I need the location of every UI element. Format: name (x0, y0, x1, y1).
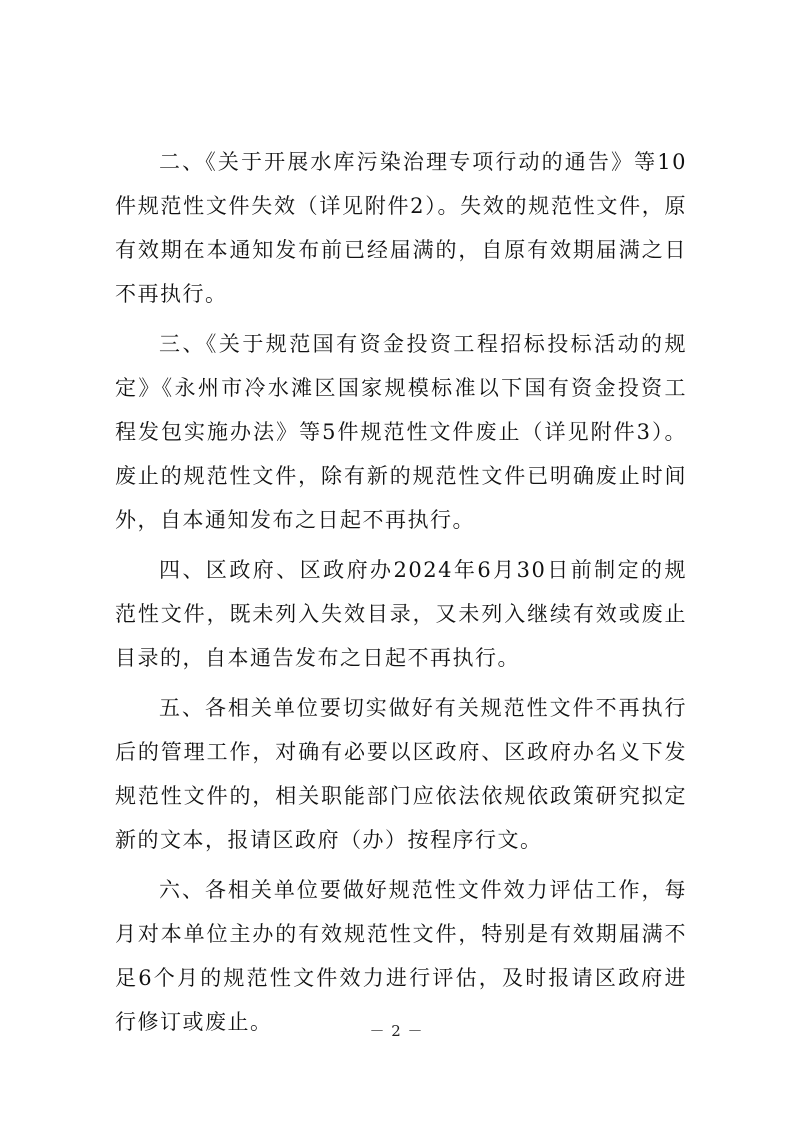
paragraph-item-four: 四、区政府、区政府办2024年6月30日前制定的规范性文件，既未列入失效目录，又未列入继续有效或废止目录的，自本通告发布之日起不再执行。 (115, 558, 687, 670)
page-number: － 2 － (369, 1022, 424, 1040)
paragraph-item-three: 三、《关于规范国有资金投资工程招标投标活动的规定》《永州市冷水滩区国家规模标准以下国有资金投资工程发包实施办法》等5件规范性文件废止（详见附件3）。废止的规范性文件，除有新的规范性文件已明确废止时间外，自本通知发布之日起不再执行。 (115, 332, 687, 532)
paragraph-item-five: 五、各相关单位要切实做好有关规范性文件不再执行后的管理工作，对确有必要以区政府、区政府办名义下发规范性文件的，相关职能部门应依法依规依政策研究拟定新的文本，报请区政府（办）按程序行文。 (115, 696, 687, 852)
paragraph-item-two: 二、《关于开展水库污染治理专项行动的通告》等10件规范性文件失效（详见附件2）。失效的规范性文件，原有效期在本通知发布前已经届满的，自原有效期届满之日不再执行。 (115, 150, 687, 306)
document-body (115, 140, 687, 1050)
paragraph-item-six: 六、各相关单位要做好规范性文件效力评估工作，每月对本单位主办的有效规范性文件，特别是有效期届满不足6个月的规范性文件效力进行评估，及时报请区政府进行修订或废止。 (115, 878, 687, 1034)
